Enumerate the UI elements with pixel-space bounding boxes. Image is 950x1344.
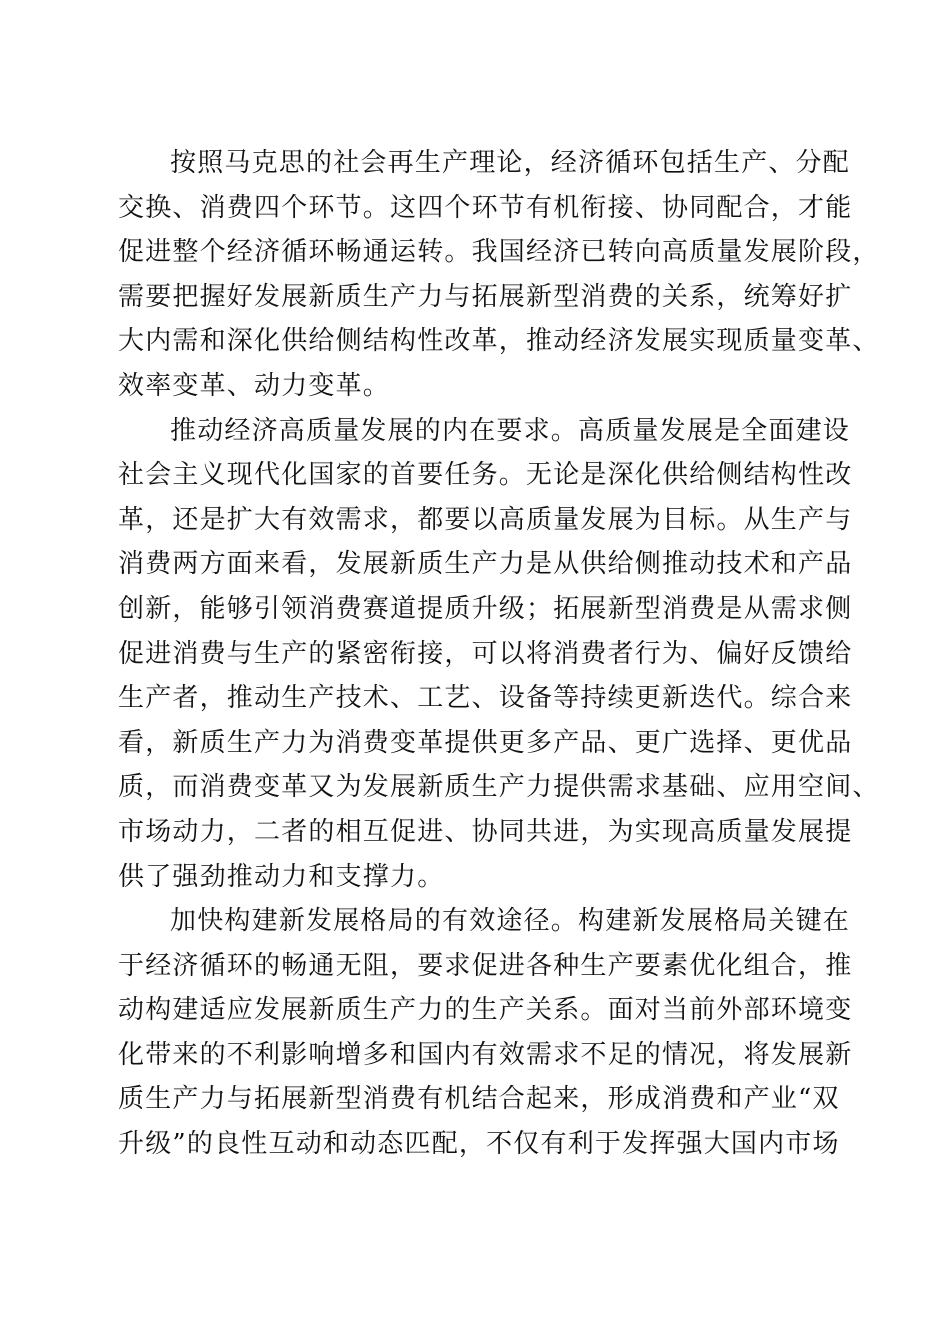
paragraph-line: 需要把握好发展新质生产力与拓展新型消费的关系，统筹好扩	[118, 281, 853, 312]
paragraph-line: 质生产力与拓展新型消费有机结合起来，形成消费和产业“双	[118, 1084, 840, 1115]
paragraph-line: 效率变革、动力变革。	[118, 370, 391, 401]
paragraph-line: 加快构建新发展格局的有效途径。构建新发展格局关键在	[170, 906, 851, 937]
paragraph-line: 革，还是扩大有效需求，都要以高质量发展为目标。从生产与	[118, 504, 853, 535]
paragraph-line: 市场动力，二者的相互促进、协同共进，为实现高质量发展提	[118, 816, 853, 847]
paragraph-line: 动构建适应发展新质生产力的生产关系。面对当前外部环境变	[118, 995, 853, 1026]
paragraph-line: 消费两方面来看，发展新质生产力是从供给侧推动技术和产品	[118, 549, 853, 580]
paragraph-line: 促进整个经济循环畅通运转。我国经济已转向高质量发展阶段，	[118, 237, 880, 268]
document-body	[118, 141, 880, 1167]
paragraph-line: 升级”的良性互动和动态匹配，不仅有利于发挥强大国内市场	[118, 1129, 840, 1160]
paragraph-line: 于经济循环的畅通无阻，要求促进各种生产要素优化组合，推	[118, 950, 853, 981]
paragraph	[118, 141, 880, 409]
paragraph-line: 按照马克思的社会再生产理论，经济循环包括生产、分配	[170, 148, 851, 178]
paragraph-line: 推动经济高质量发展的内在要求。高质量发展是全面建设	[170, 415, 851, 446]
paragraph-line: 社会主义现代化国家的首要任务。无论是深化供给侧结构性改	[118, 460, 853, 491]
paragraph	[118, 409, 880, 900]
paragraph-line: 促进消费与生产的紧密衔接，可以将消费者行为、偏好反馈给	[118, 638, 853, 669]
paragraph-line: 大内需和深化供给侧结构性改革，推动经济发展实现质量变革、	[118, 326, 880, 357]
paragraph-line: 交换、消费四个环节。这四个环节有机衔接、协同配合，才能	[118, 192, 853, 223]
paragraph-line: 看，新质生产力为消费变革提供更多产品、更广选择、更优品	[118, 727, 853, 758]
paragraph-line: 生产者，推动生产技术、工艺、设备等持续更新迭代。综合来	[118, 683, 853, 714]
paragraph-line: 化带来的不利影响增多和国内有效需求不足的情况，将发展新	[118, 1039, 853, 1070]
paragraph-line: 供了强劲推动力和支撑力。	[118, 861, 445, 892]
paragraph	[118, 899, 853, 1167]
paragraph-line: 质，而消费变革又为发展新质生产力提供需求基础、应用空间、	[118, 772, 880, 803]
paragraph-line: 创新，能够引领消费赛道提质升级；拓展新型消费是从需求侧	[118, 593, 853, 624]
